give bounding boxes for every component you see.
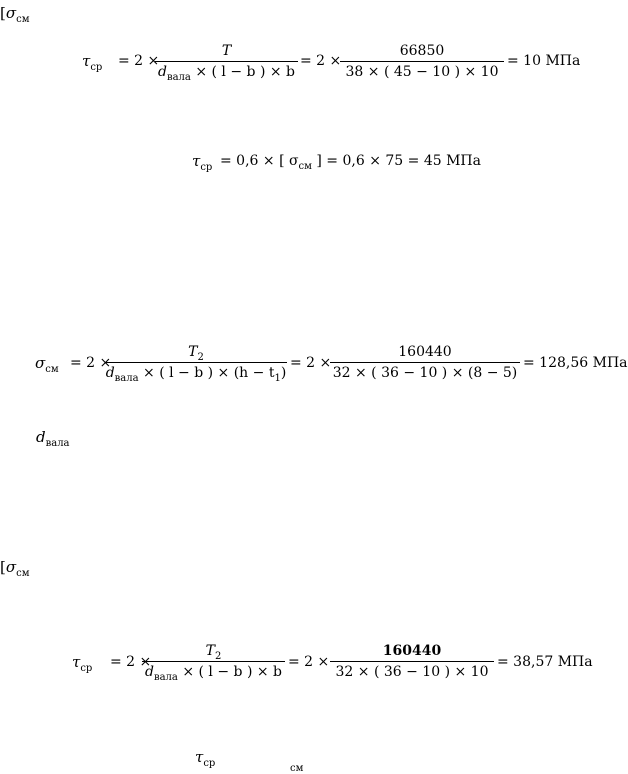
fraction-bar: [330, 661, 494, 662]
coefficient: = 2 ×: [118, 53, 160, 69]
den-rest: × ( l − b ) × b: [195, 64, 295, 80]
fraction-bar: [340, 61, 504, 62]
tau-lhs: [192, 152, 212, 173]
fraction-bar: [142, 661, 285, 662]
fraction-values: [340, 43, 504, 83]
subscript: вала: [166, 72, 191, 83]
tau-symbol: τ: [195, 748, 204, 766]
d-vala-label: [36, 428, 70, 449]
subscript: 2: [214, 651, 222, 662]
coefficient: = 2 ×: [288, 654, 330, 670]
subscript: см: [16, 568, 30, 579]
sigma-symbol: σ: [5, 558, 17, 576]
coefficient: = 2 ×: [300, 53, 342, 69]
den-rest: × ( l − b ) × (h − t: [143, 365, 275, 381]
subscript: вала: [45, 438, 70, 449]
subscript: см: [290, 763, 304, 774]
tau-symbol: τ: [192, 152, 201, 170]
fraction-values: [330, 643, 494, 683]
fraction-values: [330, 344, 520, 384]
sigma-fragment-top: [0, 4, 30, 25]
rhs: [220, 153, 481, 172]
fraction-torque: [105, 344, 287, 384]
denominator: 38 × ( 45 − 10 ) × 10: [345, 64, 499, 80]
coefficient: = 2 ×: [70, 355, 112, 371]
rhs-text: = 0,6 × [ σ: [220, 153, 299, 169]
denominator: 32 × ( 36 − 10 ) × 10: [335, 664, 489, 680]
tau-lhs: [72, 653, 92, 674]
result: = 38,57 МПа: [497, 654, 593, 670]
denominator: [105, 365, 287, 383]
result: = 128,56 МПа: [523, 355, 628, 371]
fraction-torque: [155, 43, 298, 83]
denominator: 32 × ( 36 − 10 ) × (8 − 5): [332, 365, 518, 381]
denominator: [142, 664, 285, 682]
fraction-bar: [330, 362, 520, 363]
subscript: вала: [153, 672, 178, 683]
fraction-bar: [155, 61, 298, 62]
sigma-fragment-mid: [0, 558, 30, 579]
numerator: [105, 344, 287, 362]
d-symbol: d: [105, 365, 115, 381]
numerator: T: [221, 43, 232, 59]
sm-fragment-bottom: [290, 752, 304, 774]
t-symbol: T: [188, 344, 198, 360]
numerator: [142, 643, 285, 661]
denominator: [155, 64, 298, 82]
result: = 10 МПа: [507, 53, 581, 69]
t-symbol: T: [205, 643, 215, 659]
paren: ): [280, 365, 287, 381]
d-symbol: d: [36, 428, 46, 446]
sigma-symbol: σ: [5, 4, 17, 22]
d-symbol: d: [145, 664, 154, 680]
subscript: см: [16, 14, 30, 25]
subscript: ср: [90, 62, 103, 73]
sigma-symbol: σ: [35, 354, 46, 372]
subscript: 2: [197, 352, 204, 363]
subscript: см: [298, 161, 312, 172]
subscript: ср: [203, 758, 216, 769]
fraction-bar: [105, 362, 287, 363]
numerator: 160440: [382, 643, 442, 659]
sigma-lhs: [35, 354, 59, 375]
subscript: ср: [80, 663, 93, 674]
subscript: ср: [200, 162, 213, 173]
bracket: [: [0, 558, 6, 576]
tau-symbol: τ: [82, 52, 91, 70]
rhs-tail: ] = 0,6 × 75 = 45 МПа: [316, 153, 481, 169]
d-symbol: d: [158, 64, 167, 80]
subscript: 1: [274, 373, 281, 384]
tau-symbol: τ: [72, 653, 81, 671]
coefficient: = 2 ×: [110, 654, 152, 670]
numerator: 160440: [398, 344, 452, 360]
numerator: 66850: [399, 43, 445, 59]
tau-fragment-bottom: [195, 748, 215, 769]
bracket: [: [0, 4, 6, 22]
subscript: см: [45, 364, 59, 375]
coefficient: = 2 ×: [290, 355, 332, 371]
tau-lhs: [82, 52, 102, 73]
fraction-torque: [142, 643, 285, 683]
subscript: вала: [114, 373, 139, 384]
den-rest: × ( l − b ) × b: [182, 664, 282, 680]
